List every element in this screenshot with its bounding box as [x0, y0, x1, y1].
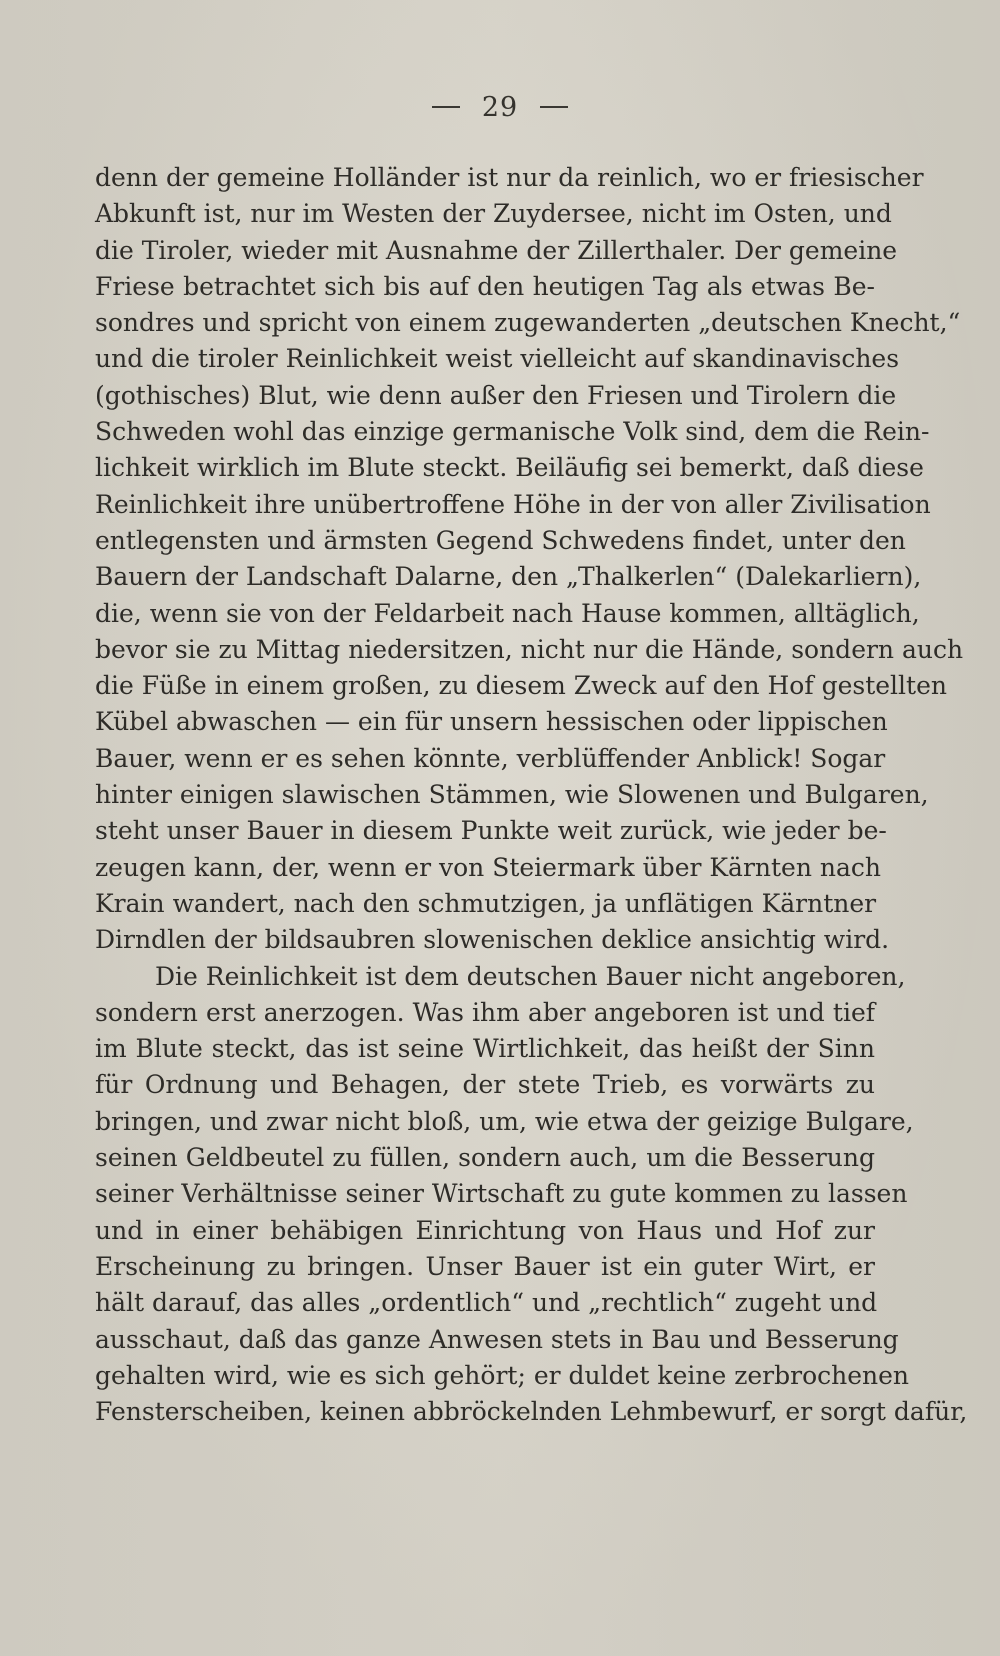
right-dash	[540, 106, 568, 108]
text-line: Erscheinung zu bringen. Unser Bauer ist ein guter Wirt, er	[95, 1251, 875, 1281]
text-line: Bauer, wenn er es sehen könnte, verblüffender Anblick! Sogar	[95, 743, 886, 773]
text-line: im Blute steckt, das ist seine Wirtlichkeit, das heißt der Sinn	[95, 1034, 875, 1064]
text-line: sondres und spricht von einem zugewanderten „deutschen Knecht,“	[95, 308, 961, 338]
text-line: Abkunft ist, nur im Westen der Zuydersee, nicht im Osten, und	[95, 199, 892, 229]
text-line: die, wenn sie von der Feldarbeit nach Hause kommen, alltäglich,	[95, 598, 920, 628]
text-line: seiner Verhältnisse seiner Wirtschaft zu gute kommen zu lassen	[95, 1179, 908, 1209]
text-line: Reinlichkeit ihre unübertroffene Höhe in der von aller Zivilisation	[95, 489, 931, 519]
text-line: lichkeit wirklich im Blute steckt. Beiläufig sei bemerkt, daß diese	[95, 453, 924, 483]
text-line: Friese betrachtet sich bis auf den heutigen Tag als etwas Be-	[95, 271, 875, 301]
text-line: (gothisches) Blut, wie denn außer den Friesen und Tirolern die	[95, 380, 897, 410]
paragraph-start-line: Die Reinlichkeit ist dem deutschen Bauer nicht angeboren,	[155, 961, 906, 991]
page-number: 29	[481, 92, 519, 123]
text-line: zeugen kann, der, wenn er von Steiermark über Kärnten nach	[95, 852, 882, 882]
text-line: die Füße in einem großen, zu diesem Zweck auf den Hof gestellten	[95, 671, 947, 701]
text-line: seinen Geldbeutel zu füllen, sondern auch, um die Besserung	[95, 1143, 875, 1173]
text-line: und die tiroler Reinlichkeit weist vielleicht auf skandinavisches	[95, 344, 900, 374]
text-line: und in einer behäbigen Einrichtung von Haus und Hof zur	[95, 1215, 875, 1245]
text-line: hinter einigen slawischen Stämmen, wie Slowenen und Bulgaren,	[95, 780, 929, 810]
text-line: Fensterscheiben, keinen abbröckelnden Lehmbewurf, er sorgt dafür,	[95, 1397, 968, 1427]
text-line: entlegensten und ärmsten Gegend Schwedens findet, unter den	[95, 525, 906, 555]
body-text	[95, 160, 968, 1430]
text-line: die Tiroler, wieder mit Ausnahme der Zillerthaler. Der gemeine	[95, 235, 898, 265]
text-line: Dirndlen der bildsaubren slowenischen deklice ansichtig wird.	[95, 925, 890, 955]
left-dash	[432, 106, 460, 108]
text-line: sondern erst anerzogen. Was ihm aber angeboren ist und tief	[95, 997, 875, 1027]
text-line: gehalten wird, wie es sich gehört; er duldet keine zerbrochenen	[95, 1360, 910, 1390]
text-line: ausschaut, daß das ganze Anwesen stets in Bau und Besserung	[95, 1324, 899, 1354]
text-line: Krain wandert, nach den schmutzigen, ja unflätigen Kärntner	[95, 888, 877, 918]
text-line: steht unser Bauer in diesem Punkte weit zurück, wie jeder be-	[95, 816, 887, 846]
text-line: hält darauf, das alles „ordentlich“ und „rechtlich“ zugeht und	[95, 1288, 878, 1318]
page-number-header	[0, 92, 1000, 123]
text-line: bringen, und zwar nicht bloß, um, wie etwa der geizige Bulgare,	[95, 1106, 914, 1136]
text-line: Bauern der Landschaft Dalarne, den „Thalkerlen“ (Dalekarliern),	[95, 562, 922, 592]
text-line: Kübel abwaschen — ein für unsern hessischen oder lippischen	[95, 707, 888, 737]
text-line: bevor sie zu Mittag niedersitzen, nicht nur die Hände, sondern auch	[95, 634, 964, 664]
text-line: für Ordnung und Behagen, der stete Trieb, es vorwärts zu	[95, 1070, 875, 1100]
text-line: denn der gemeine Holländer ist nur da reinlich, wo er friesischer	[95, 163, 924, 192]
text-line: Schweden wohl das einzige germanische Volk sind, dem die Rein-	[95, 417, 930, 447]
